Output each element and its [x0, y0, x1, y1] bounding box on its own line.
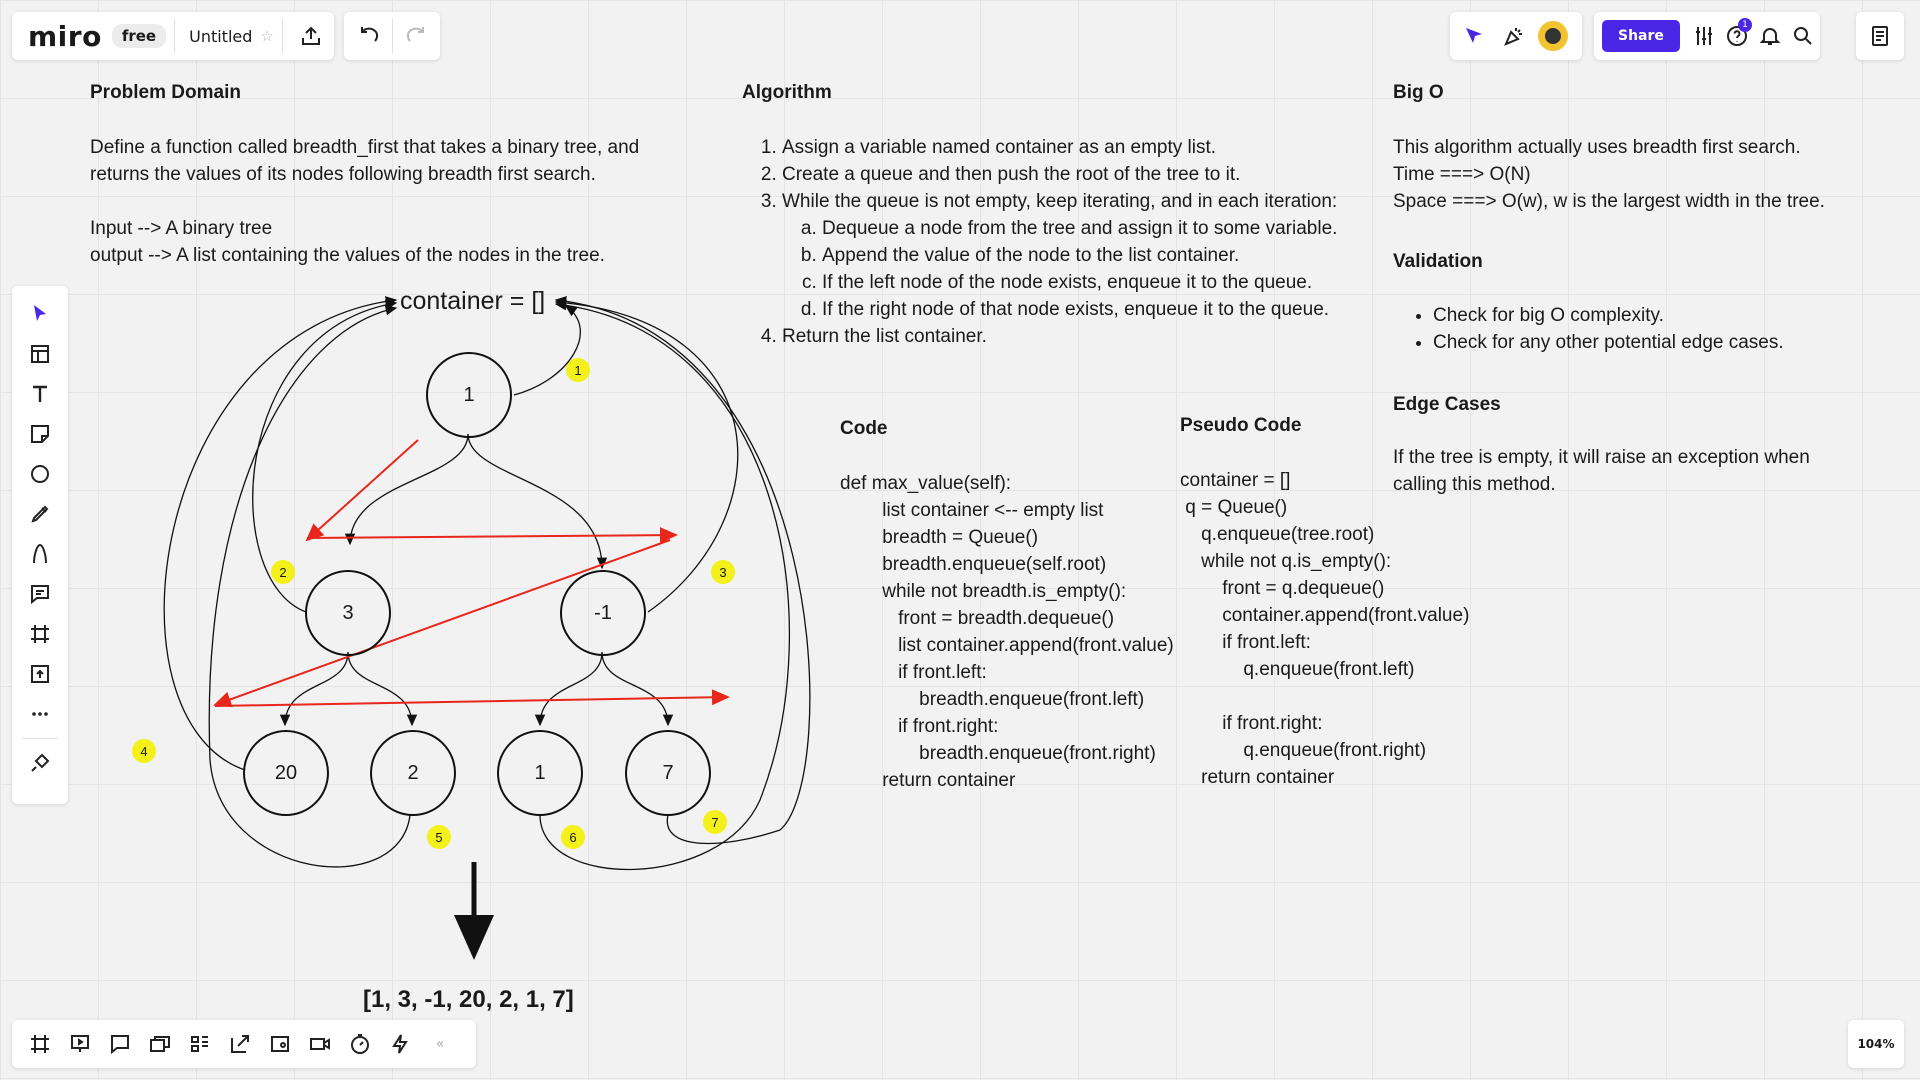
tree-node-7: 7	[625, 730, 711, 816]
templates-icon[interactable]	[20, 334, 60, 374]
share-button[interactable]: Share	[1602, 20, 1680, 52]
embed-icon[interactable]	[220, 1024, 260, 1064]
avatar[interactable]	[1538, 21, 1568, 51]
validation-item: • Check for big O complexity.	[1433, 302, 1784, 329]
edge-3-20	[285, 652, 348, 725]
bigo-text	[1393, 134, 1825, 215]
edge-m1-1	[540, 652, 602, 725]
algorithm-heading: Algorithm	[742, 82, 832, 103]
divider	[174, 19, 175, 53]
algorithm-substep: d. If the right node of that node exists, enqueue it to the queue.	[822, 296, 1362, 323]
algorithm-substep: c. If the left node of the node exists, enqueue it to the queue.	[822, 269, 1362, 296]
star-icon[interactable]: ☆	[260, 27, 274, 45]
edge-m1-7	[602, 652, 668, 725]
left-toolbar	[12, 286, 68, 804]
collapse-icon[interactable]: «	[435, 1036, 445, 1052]
problem-line: output --> A list containing the values of the nodes in the tree.	[90, 245, 605, 266]
export-icon[interactable]	[291, 16, 331, 56]
avatar-face	[1545, 28, 1561, 44]
top-right-toolbar	[1594, 12, 1820, 60]
cards-icon[interactable]	[140, 1024, 180, 1064]
apps-icon[interactable]	[20, 743, 60, 783]
bottom-toolbar	[12, 1020, 476, 1068]
pseudo-line: container.append(front.value)	[1180, 605, 1470, 626]
pseudo-block	[1180, 467, 1469, 791]
step-marker: 3	[711, 560, 735, 584]
pseudo-line: while not q.is_empty():	[1180, 551, 1392, 572]
top-left-toolbar	[12, 12, 334, 60]
step-marker: 7	[703, 810, 727, 834]
screenshot-icon[interactable]	[260, 1024, 300, 1064]
code-line: if front.left:	[840, 662, 987, 683]
lightning-icon[interactable]	[380, 1024, 420, 1064]
traversal-arrow-4	[215, 697, 728, 706]
problem-text	[90, 134, 639, 269]
zoom-panel	[1848, 1020, 1904, 1068]
plan-badge[interactable]: free	[112, 24, 166, 48]
code-line: while not breadth.is_empty():	[840, 581, 1127, 602]
help-icon[interactable]	[1721, 16, 1754, 56]
pseudo-line: q.enqueue(front.right)	[1180, 740, 1427, 761]
bigo-line: This algorithm actually uses breadth first search.	[1393, 137, 1801, 158]
bigo-heading: Big O	[1393, 82, 1444, 103]
code-line: if front.right:	[840, 716, 999, 737]
presentation-icon[interactable]	[60, 1024, 100, 1064]
edge-heading: Edge Cases	[1393, 394, 1501, 415]
validation-list	[1393, 302, 1784, 356]
collab-panel	[1450, 12, 1582, 60]
bell-icon[interactable]	[1754, 16, 1787, 56]
pseudo-line: if front.left:	[1180, 632, 1311, 653]
result-list: [1, 3, -1, 20, 2, 1, 7]	[363, 986, 574, 1013]
zoom-level[interactable]: 104%	[1857, 1037, 1895, 1051]
sticky-note-icon[interactable]	[20, 414, 60, 454]
search-icon[interactable]	[1787, 16, 1820, 56]
redo-icon[interactable]	[395, 16, 435, 56]
frame-icon[interactable]	[20, 614, 60, 654]
container-label: container = []	[400, 287, 546, 315]
pseudo-line: container = []	[1180, 470, 1291, 491]
code-line: list container <-- empty list	[840, 500, 1104, 521]
shape-tool-icon[interactable]	[20, 454, 60, 494]
select-tool-icon[interactable]	[20, 294, 60, 334]
code-line: breadth.enqueue(front.right)	[840, 743, 1156, 764]
comments-icon[interactable]	[100, 1024, 140, 1064]
pseudo-line: q.enqueue(front.left)	[1180, 659, 1415, 680]
video-icon[interactable]	[300, 1024, 340, 1064]
pen-tool-icon[interactable]	[20, 494, 60, 534]
timer-icon[interactable]	[340, 1024, 380, 1064]
algorithm-step-text: While the queue is not empty, keep iterating, and in each iteration:	[782, 191, 1338, 212]
validation-item: • Check for any other potential edge cases.	[1433, 329, 1784, 356]
problem-line: returns the values of its nodes following breadth first search.	[90, 164, 596, 185]
notes-icon[interactable]	[1860, 16, 1900, 56]
algorithm-step	[782, 188, 1362, 323]
divider	[282, 19, 283, 53]
step-marker: 4	[132, 739, 156, 763]
algorithm-step: 2. Create a queue and then push the root of the tree to it.	[782, 161, 1362, 188]
connection-line-icon[interactable]	[20, 534, 60, 574]
bigo-line: Time ===> O(N)	[1393, 164, 1531, 185]
step-marker: 1	[566, 358, 590, 382]
step-marker: 5	[427, 825, 451, 849]
algorithm-substep: a. Dequeue a node from the tree and assign it to some variable.	[822, 215, 1362, 242]
code-block	[840, 470, 1174, 794]
edge-root-right	[468, 434, 602, 568]
step-marker: 2	[271, 560, 295, 584]
board-title[interactable]: Untitled	[189, 26, 253, 46]
tree-node-root: 1	[426, 352, 512, 438]
code-line: def max_value(self):	[840, 473, 1012, 494]
pseudo-line: q.enqueue(tree.root)	[1180, 524, 1375, 545]
algorithm-substep: b. Append the value of the node to the list container.	[822, 242, 1362, 269]
problem-line	[90, 188, 639, 215]
problem-heading: Problem Domain	[90, 82, 241, 103]
tree-node-20: 20	[243, 730, 329, 816]
frames-icon[interactable]	[20, 1024, 60, 1064]
return-curve-1	[514, 306, 580, 395]
kanban-icon[interactable]	[180, 1024, 220, 1064]
code-line: list container.append(front.value)	[840, 635, 1174, 656]
undo-icon[interactable]	[350, 16, 390, 56]
edge-3-2	[348, 652, 412, 725]
tree-node-3: 3	[305, 570, 391, 656]
edge-line: calling this method.	[1393, 474, 1556, 495]
text-tool-icon[interactable]	[20, 374, 60, 414]
tree-node-2: 2	[370, 730, 456, 816]
validation-heading: Validation	[1393, 251, 1483, 272]
pseudo-line: if front.right:	[1180, 713, 1323, 734]
comment-icon[interactable]	[20, 574, 60, 614]
code-line: return container	[840, 770, 1016, 791]
tree-node-1b: 1	[497, 730, 583, 816]
code-line: front = breadth.dequeue()	[840, 608, 1115, 629]
code-line: breadth.enqueue(self.root)	[840, 554, 1107, 575]
traversal-arrow-1	[307, 440, 418, 540]
step-marker: 6	[561, 825, 585, 849]
more-tools-icon[interactable]	[20, 694, 60, 734]
edge-root-left	[350, 434, 468, 544]
tree-node-minus1: -1	[560, 570, 646, 656]
algorithm-list	[742, 134, 1362, 350]
algorithm-step: 4. Return the list container.	[782, 323, 1362, 350]
problem-line: Input --> A binary tree	[90, 218, 273, 239]
undo-redo-panel	[344, 12, 440, 60]
return-curve-4	[164, 300, 396, 770]
divider	[392, 19, 393, 53]
code-line: breadth.enqueue(front.left)	[840, 689, 1145, 710]
algorithm-step: 1. Assign a variable named container as an empty list.	[782, 134, 1362, 161]
return-curve-3	[556, 302, 738, 612]
celebration-icon[interactable]	[1494, 16, 1534, 56]
upload-icon[interactable]	[20, 654, 60, 694]
pseudo-line: return container	[1180, 767, 1335, 788]
problem-line: Define a function called breadth_first that takes a binary tree, and	[90, 137, 640, 158]
divider	[22, 738, 58, 739]
pseudo-heading: Pseudo Code	[1180, 415, 1302, 436]
bigo-line: Space ===> O(w), w is the largest width in the tree.	[1393, 191, 1825, 212]
help-badge: 1	[1738, 18, 1752, 32]
notes-panel	[1856, 12, 1904, 60]
edge-line: If the tree is empty, it will raise an exception when	[1393, 447, 1810, 468]
pseudo-line: q = Queue()	[1180, 497, 1288, 518]
miro-logo[interactable]: miro	[28, 19, 102, 53]
pseudo-line: front = q.dequeue()	[1180, 578, 1385, 599]
traversal-arrow-2	[307, 535, 676, 538]
code-line: breadth = Queue()	[840, 527, 1039, 548]
code-heading: Code	[840, 418, 888, 439]
settings-sliders-icon[interactable]	[1688, 16, 1721, 56]
pseudo-line	[1180, 683, 1469, 710]
pointer-icon[interactable]	[1454, 16, 1494, 56]
